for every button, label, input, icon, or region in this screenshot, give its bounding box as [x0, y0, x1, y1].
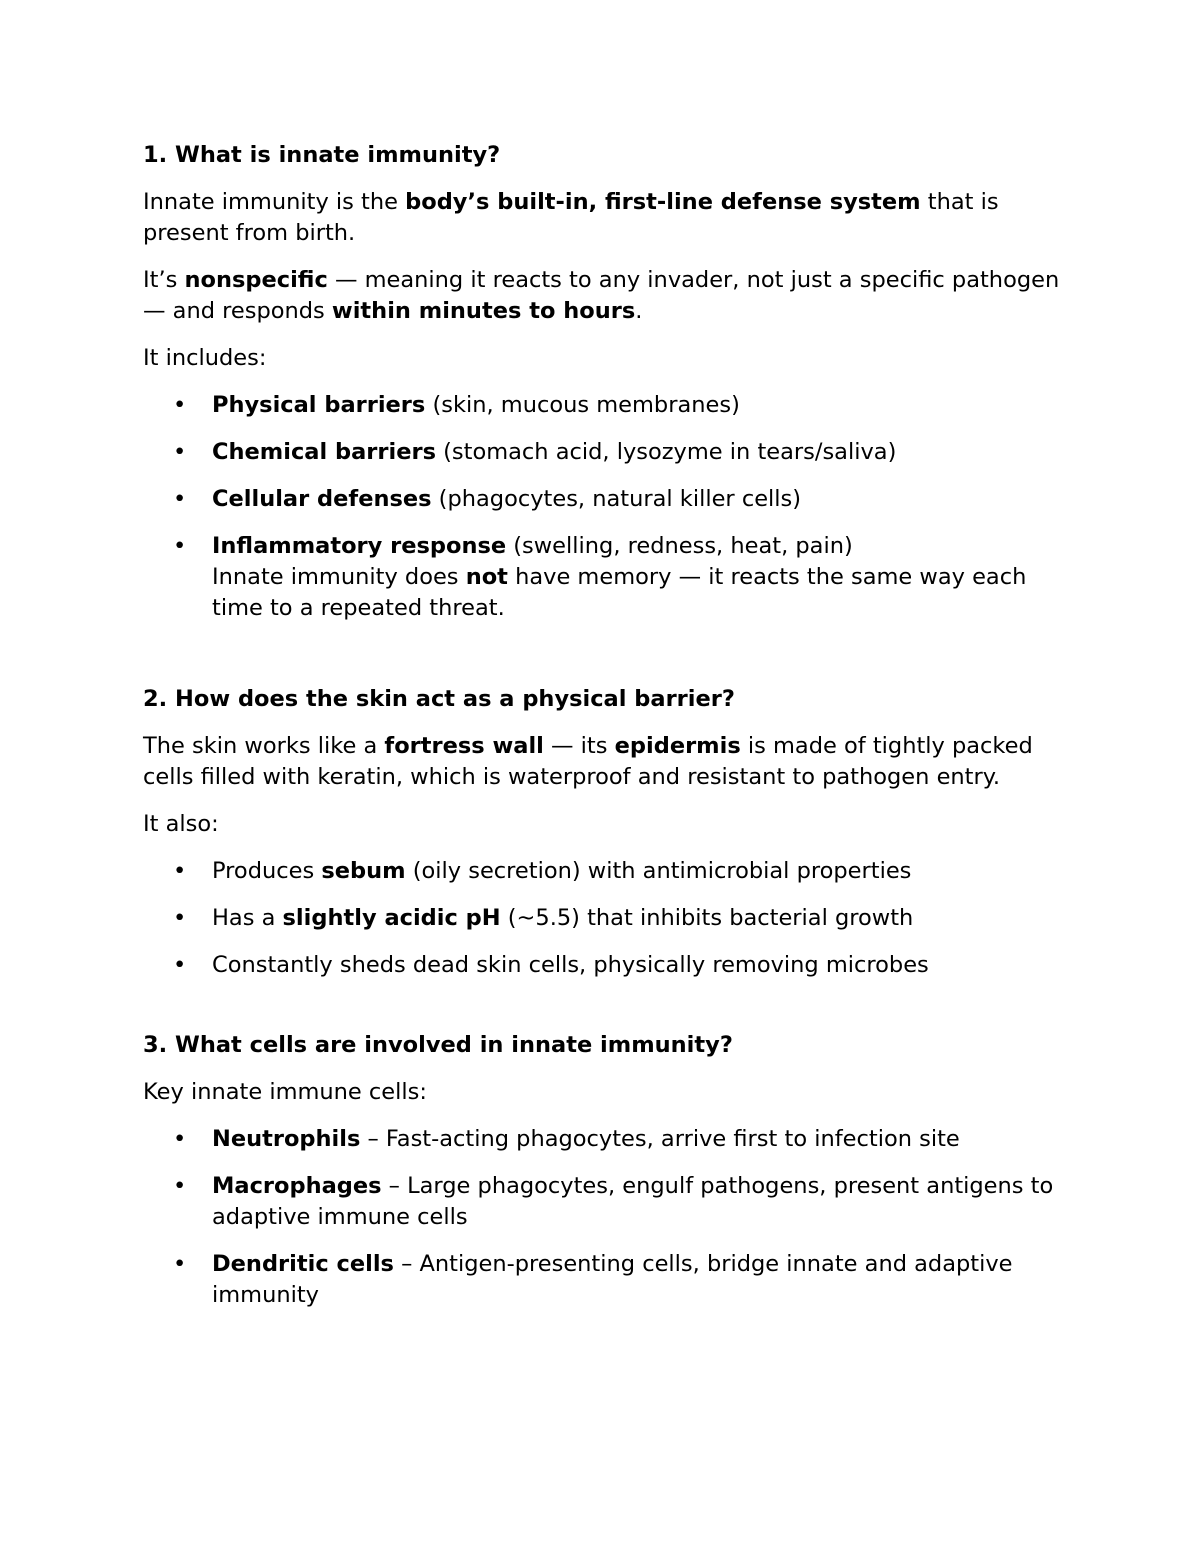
bold-text: Neutrophils [212, 1126, 361, 1152]
section-heading: 1. What is innate immunity? [143, 142, 501, 168]
list-item [143, 390, 1073, 421]
bold-text: sebum [321, 858, 406, 884]
list-item [143, 1124, 1073, 1155]
text: (oily secretion) with antimicrobial properties [405, 858, 912, 884]
text: — meaning it reacts to any invader, not just a specific pathogen — and responds [143, 267, 1060, 324]
bold-text: Chemical barriers [212, 439, 436, 465]
list-item [143, 531, 1073, 624]
bold-text: epidermis [614, 733, 741, 759]
document-page [143, 140, 1073, 1327]
text: Produces [212, 858, 322, 884]
bold-text: within minutes to hours [331, 298, 636, 324]
paragraph: Key innate immune cells: [143, 1079, 427, 1105]
list-item [143, 1171, 1073, 1233]
bold-text: slightly acidic pH [282, 905, 501, 931]
section-heading: 2. How does the skin act as a physical barrier? [143, 686, 735, 712]
section-heading: 3. What cells are involved in innate immunity? [143, 1032, 733, 1058]
list-item [143, 484, 1073, 515]
text: – Large phagocytes, engulf pathogens, present antigens to adaptive immune cells [212, 1173, 1054, 1230]
bold-text: nonspecific [184, 267, 328, 293]
bold-text: body’s built-in, first-line defense system [405, 189, 921, 215]
text: – Antigen-presenting cells, bridge innate and adaptive immunity [212, 1251, 1013, 1308]
text: Innate immunity does [212, 564, 466, 590]
section-spacer [143, 997, 1073, 1030]
bold-text: Physical barriers [212, 392, 426, 418]
bullet-icon: • [173, 439, 187, 465]
paragraph [143, 187, 1073, 249]
text: The skin works like a [143, 733, 385, 759]
text: (swelling, redness, heat, pain) [506, 533, 853, 559]
bullet-icon: • [173, 1251, 187, 1277]
bullet-icon: • [173, 1126, 187, 1152]
text: — its [543, 733, 615, 759]
paragraph: It includes: [143, 345, 267, 371]
bullet-list [143, 1124, 1073, 1311]
text: . [635, 298, 643, 324]
text: is made of tightly packed cells filled with keratin, which is waterproof and resistant to pathogen entry. [143, 733, 1033, 790]
bold-text: Inflammatory response [212, 533, 507, 559]
bold-text: Macrophages [212, 1173, 382, 1199]
bullet-icon: • [173, 1173, 187, 1199]
bullet-list [143, 856, 1073, 981]
bold-text: Cellular defenses [212, 486, 432, 512]
bullet-icon: • [173, 533, 187, 559]
section-spacer [143, 640, 1073, 684]
list-item [143, 1249, 1073, 1311]
section-skin-barrier [143, 684, 1073, 981]
bold-text: fortress wall [384, 733, 544, 759]
list-item [143, 903, 1073, 934]
bold-text: not [465, 564, 508, 590]
paragraph: It also: [143, 811, 219, 837]
list-item [143, 950, 1073, 981]
text: (skin, mucous membranes) [425, 392, 740, 418]
text: – Fast-acting phagocytes, arrive first to infection site [360, 1126, 960, 1152]
text: (phagocytes, natural killer cells) [431, 486, 802, 512]
paragraph [143, 265, 1073, 327]
bullet-list [143, 390, 1073, 624]
text: It’s [143, 267, 185, 293]
text: (stomach acid, lysozyme in tears/saliva) [435, 439, 897, 465]
text: that is present from birth. [143, 189, 999, 246]
text: Constantly sheds dead skin cells, physically removing microbes [212, 952, 929, 978]
bullet-icon: • [173, 858, 187, 884]
bullet-icon: • [173, 905, 187, 931]
bold-text: Dendritic cells [212, 1251, 394, 1277]
list-item [143, 856, 1073, 887]
bullet-icon: • [173, 486, 187, 512]
bullet-icon: • [173, 952, 187, 978]
text: (~5.5) that inhibits bacterial growth [500, 905, 914, 931]
list-item [143, 437, 1073, 468]
section-innate-cells [143, 1030, 1073, 1311]
bullet-icon: • [173, 392, 187, 418]
text: Has a [212, 905, 283, 931]
paragraph [143, 731, 1073, 793]
text: Innate immunity is the [143, 189, 406, 215]
section-innate-immunity [143, 140, 1073, 624]
text: have memory — it reacts the same way each time to a repeated threat. [212, 564, 1027, 621]
